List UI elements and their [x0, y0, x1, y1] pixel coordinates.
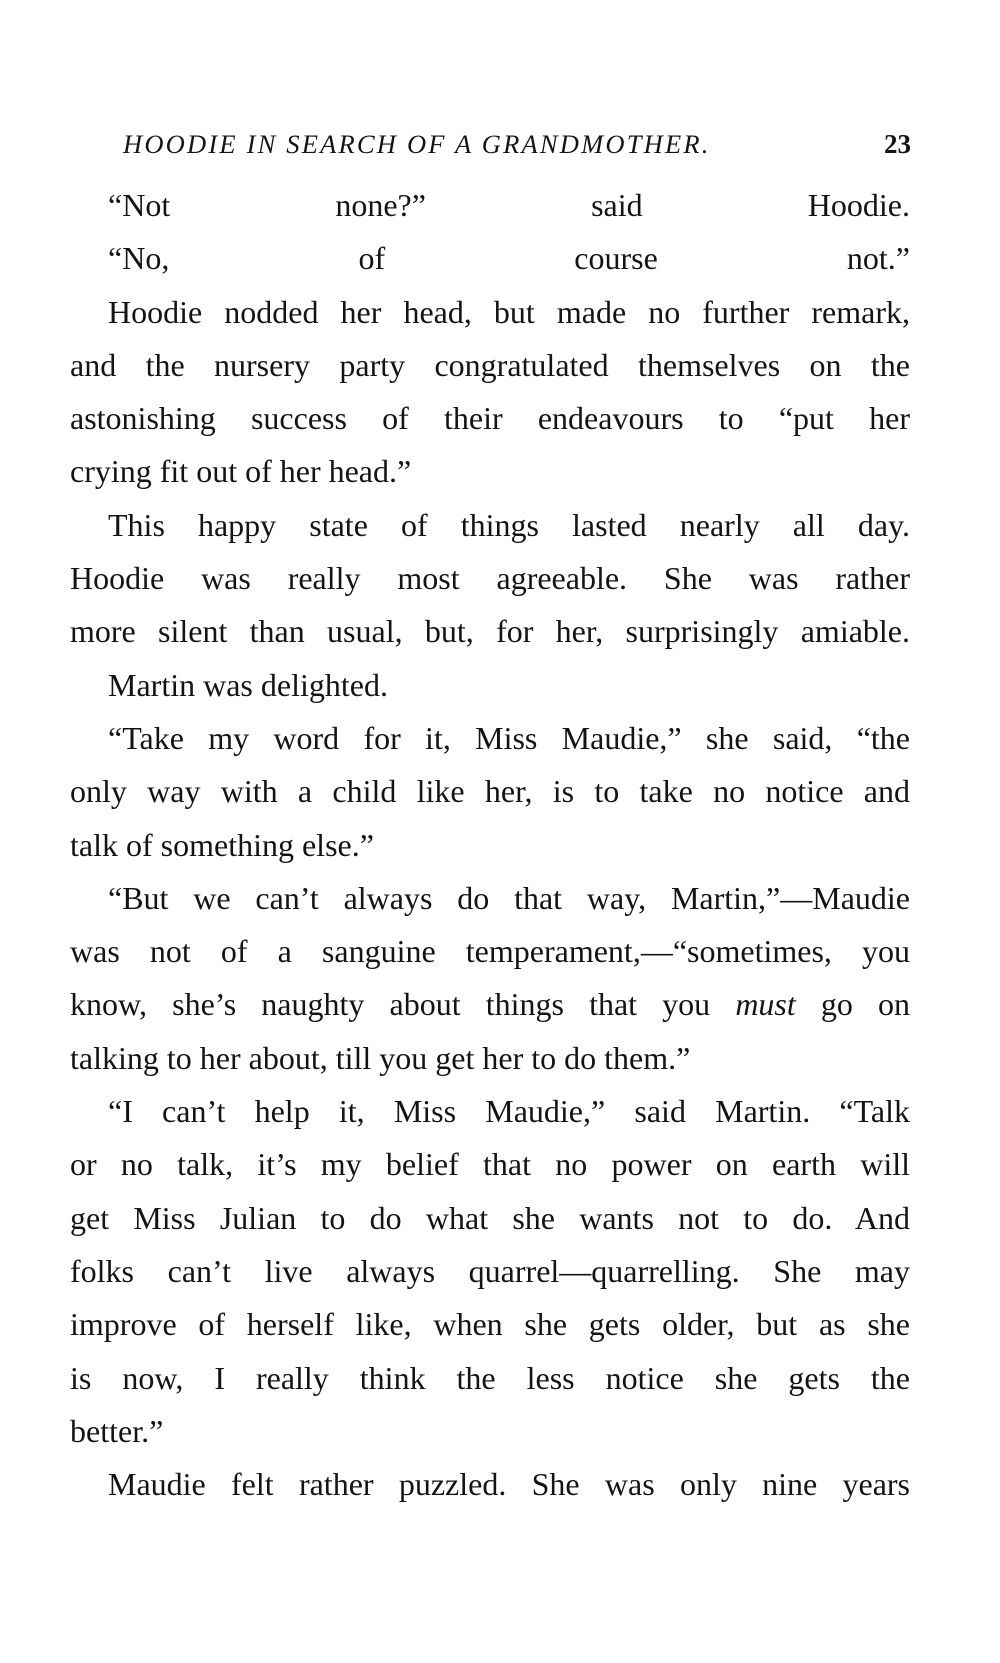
line-tail: go on	[795, 986, 911, 1023]
text-line: more silent than usual, but, for her, surprisingly amiable.	[70, 613, 910, 650]
text-line: talk of something else.”	[70, 826, 374, 863]
line-lead: know, she’s naughty about things that you	[70, 986, 736, 1023]
text-line: “But we can’t always do that way, Martin,”—Maudie	[108, 879, 910, 916]
page-number: 23	[884, 129, 911, 159]
text-line: is now, I really think the less notice she gets the	[70, 1359, 910, 1396]
text-line: “I can’t help it, Miss Maudie,” said Martin. “Talk	[108, 1093, 910, 1130]
text-line: was not of a sanguine temperament,—“sometimes, you	[70, 933, 910, 970]
text-line: talking to her about, till you get her to do them.”	[70, 1039, 691, 1076]
text-line: or no talk, it’s my belief that no power on earth will	[70, 1146, 910, 1183]
running-title: HOODIE IN SEARCH OF A GRANDMOTHER.	[123, 129, 711, 159]
text-line: get Miss Julian to do what she wants not to do. And	[70, 1199, 910, 1236]
text-line: only way with a child like her, is to take no notice and	[70, 773, 910, 810]
text-line: folks can’t live always quarrel—quarrelling. She may	[70, 1252, 910, 1289]
text-line: “Take my word for it, Miss Maudie,” she said, “the	[108, 719, 910, 756]
text-line-with-emphasis	[70, 978, 910, 1031]
text-line: Hoodie was really most agreeable. She was rather	[70, 560, 910, 597]
running-head	[123, 124, 911, 164]
text-line: better.”	[70, 1412, 164, 1449]
body-text	[70, 179, 910, 1511]
text-line: Maudie felt rather puzzled. She was only nine years	[108, 1466, 910, 1503]
text-line: astonishing success of their endeavours to “put her	[70, 400, 910, 437]
text-line: and the nursery party congratulated themselves on the	[70, 346, 910, 383]
text-line: “Not none?” said Hoodie.	[108, 187, 910, 223]
text-line: “No, of course not.”	[108, 240, 910, 277]
text-line: Hoodie nodded her head, but made no further remark,	[108, 293, 910, 330]
text-line: crying fit out of her head.”	[70, 453, 412, 490]
text-line: Martin was delighted.	[108, 666, 388, 703]
emphasized-word: must	[735, 986, 796, 1023]
text-line: This happy state of things lasted nearly all day.	[108, 506, 910, 543]
text-line: improve of herself like, when she gets older, but as she	[70, 1306, 910, 1343]
